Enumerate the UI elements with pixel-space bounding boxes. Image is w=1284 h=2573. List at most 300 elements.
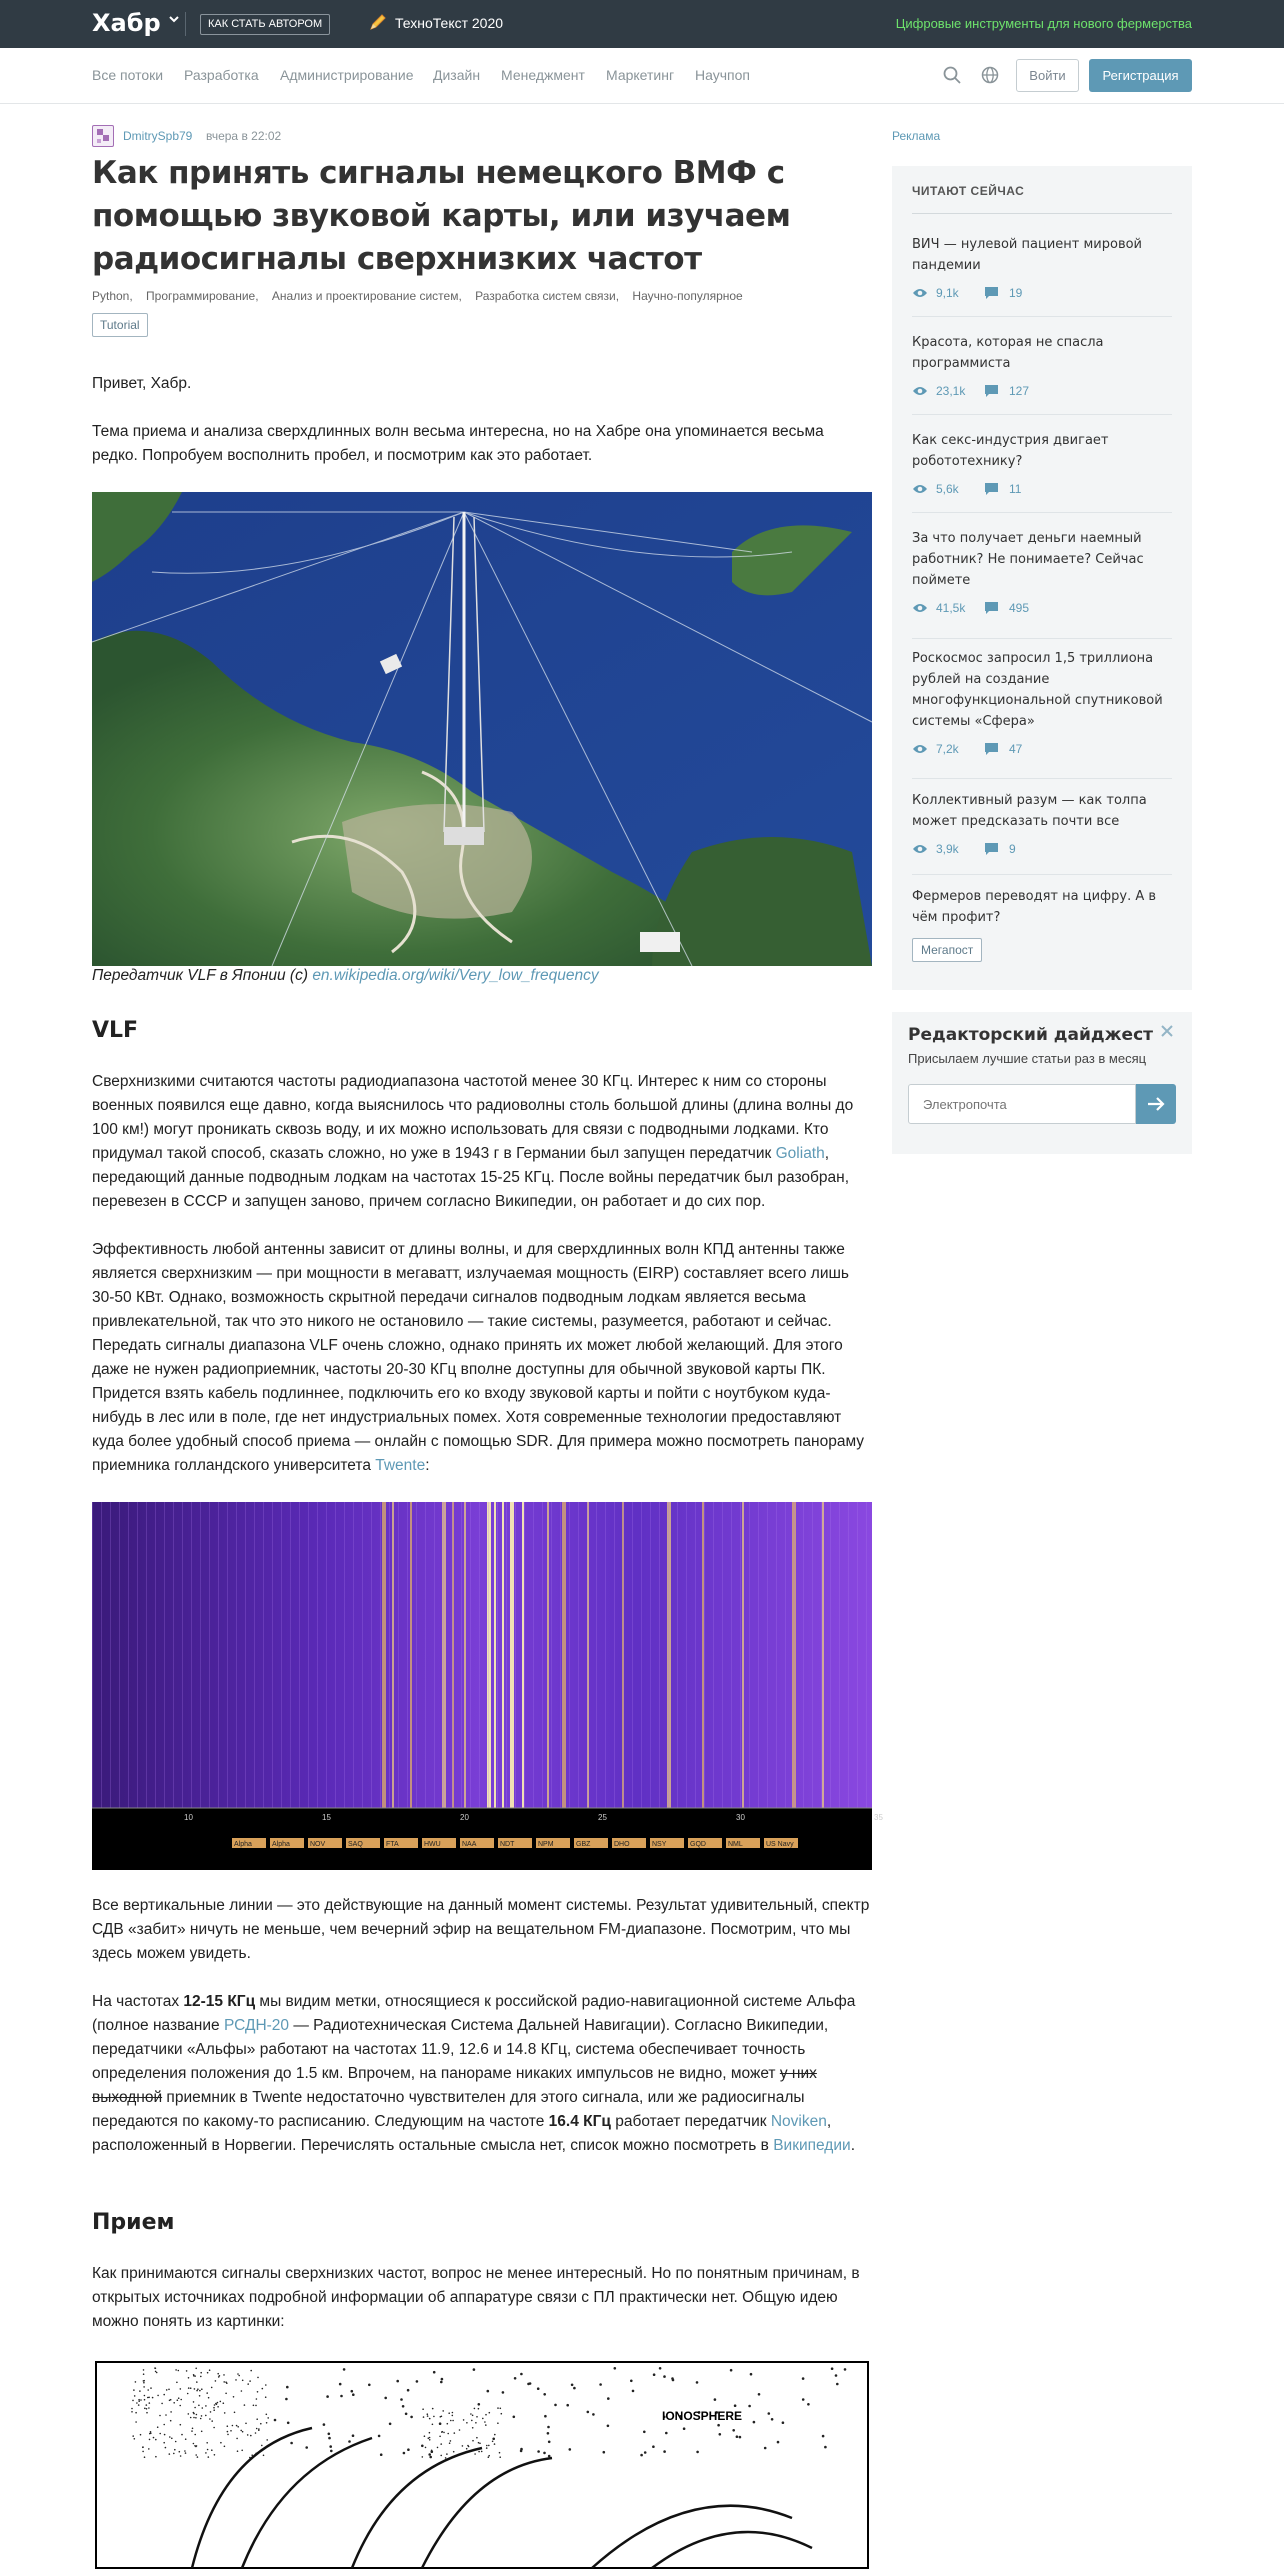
ionosphere-dot: [445, 2457, 447, 2459]
ionosphere-dot: [573, 2387, 576, 2390]
ionosphere-dot: [450, 2440, 452, 2442]
ionosphere-dot: [452, 2420, 454, 2422]
eye-icon: [912, 743, 928, 755]
ionosphere-dot: [548, 2441, 551, 2444]
ionosphere-dot: [217, 2402, 219, 2404]
signal-line: [494, 1502, 496, 1808]
views-count: 7,2k: [936, 742, 959, 756]
author-link[interactable]: DmitrySpb79: [123, 129, 193, 143]
ionosphere-dot: [173, 2402, 175, 2404]
reading-item-title[interactable]: ВИЧ — нулевой пациент мировой пандемии: [912, 237, 1143, 273]
noise-line: [713, 1502, 714, 1808]
ionosphere-dot: [450, 2420, 452, 2422]
ionosphere-dot: [235, 2379, 237, 2381]
ionosphere-dot: [157, 2426, 159, 2428]
noise-line: [479, 1502, 480, 1808]
ionosphere-dot: [478, 2451, 480, 2453]
reading-item[interactable]: [912, 528, 1172, 616]
noise-line: [389, 1502, 390, 1808]
ionosphere-dot: [195, 2417, 197, 2419]
noise-line: [209, 1502, 210, 1808]
ionosphere-dot: [486, 2445, 488, 2447]
ionosphere-dot: [146, 2408, 148, 2410]
ionosphere-dot: [328, 2437, 331, 2440]
ionosphere-dot: [135, 2412, 137, 2414]
email-field[interactable]: [908, 1084, 1136, 1124]
signal-line: [382, 1502, 386, 1808]
ionosphere-dot: [440, 2381, 443, 2384]
ionosphere-dot: [168, 2389, 170, 2391]
ionosphere-dot: [431, 2450, 434, 2453]
reading-item-title[interactable]: Коллективный разум — как толпа может предсказать почти все: [912, 793, 1147, 829]
noise-line: [146, 1502, 147, 1808]
reading-now-widget: [892, 166, 1192, 990]
ionosphere-dot: [136, 2402, 138, 2404]
rsdn-link[interactable]: РСДН-20: [223, 2017, 290, 2034]
text-span: Эффективность любой антенны зависит от длины волны, и для сверхдлинных волн КПД антенны также является сверхнизким — при мощности в мегаватт, излучаемая мощность (EIRP) составляет всего лишь 30-50 КВт. Однако, возможность скрытной передачи сигналов подводным лодкам является весьма привлекательной, так что это никого не остановило — такие системы, разумеется, работают и сейчас. Передать сигналы диапазона VLF очень сложно, однако принять их может любой желающий. Для этого даже не нужен радиоприемник, частоты 20-30 КГц вполне доступны для обычной звуковой карты ПК. Придется взять кабель подлиннее, подключить его ко входу звуковой карты и пойти с ноутбуком куда-нибудь в лес или в поле, где нет индустриальных помех. Хотя современные технологии предоставляют куда более удобный способ приема — онлайн с помощью SDR. Для примера можно посмотреть панораму приемника голландского университета: [92, 1241, 865, 1474]
svg-text:US Navy: US Navy: [766, 1841, 794, 1848]
noise-line: [173, 1502, 174, 1808]
ionosphere-dot: [835, 2374, 838, 2377]
views-count: 9,1k: [936, 286, 959, 300]
noise-line: [272, 1502, 273, 1808]
noise-line: [497, 1502, 498, 1808]
ionosphere-dot: [499, 2452, 501, 2454]
svg-text:GQD: GQD: [690, 1841, 706, 1848]
ionosphere-dot: [148, 2407, 150, 2409]
strike-text: у них выходной: [92, 2065, 817, 2106]
nav-marketing[interactable]: Маркетинг: [606, 67, 675, 83]
comment-icon: [985, 743, 998, 755]
signal-line: [702, 1502, 704, 1808]
ionosphere-dot: [147, 2389, 149, 2391]
reading-item-title[interactable]: Как секс-индустрия двигает робототехнику?: [912, 433, 1109, 469]
image-caption: [92, 967, 599, 985]
ionosphere-dot: [249, 2380, 251, 2382]
become-author-button[interactable]: КАК СТАТЬ АВТОРОМ: [200, 14, 330, 35]
ionosphere-dot: [194, 2388, 196, 2390]
ionosphere-dot: [603, 2451, 606, 2454]
megapost-badge[interactable]: Мегапост: [912, 938, 982, 962]
reading-item[interactable]: [912, 886, 1172, 928]
ionosphere-dot: [139, 2390, 141, 2392]
noise-line: [542, 1502, 543, 1808]
ionosphere-dot: [138, 2404, 140, 2406]
reading-item-stats: [912, 285, 1172, 301]
noise-line: [839, 1502, 840, 1808]
ionosphere-dot: [199, 2395, 201, 2397]
ionosphere-dot: [159, 2433, 161, 2435]
ionosphere-dot: [547, 2426, 550, 2429]
ionosphere-dot: [329, 2445, 332, 2448]
ionosphere-dot: [441, 2431, 443, 2433]
ionosphere-dot: [734, 2404, 737, 2407]
caption-text: Передатчик VLF в Японии (с): [92, 967, 313, 984]
noise-line: [488, 1502, 489, 1808]
ionosphere-dot: [144, 2399, 146, 2401]
ionosphere-dot: [131, 2411, 133, 2413]
noise-line: [443, 1502, 444, 1808]
ionosphere-dot: [159, 2415, 161, 2417]
ionosphere-dot: [476, 2416, 478, 2418]
ionosphere-dot: [144, 2408, 146, 2410]
avatar[interactable]: [92, 125, 114, 147]
ionosphere-dot: [473, 2368, 476, 2371]
noise-line: [830, 1502, 831, 1808]
ionosphere-dot: [607, 2425, 610, 2428]
ionosphere-dot: [242, 2431, 244, 2433]
noise-line: [659, 1502, 660, 1808]
nav-design[interactable]: Дизайн: [433, 67, 481, 83]
ionosphere-dot: [476, 2437, 478, 2439]
ionosphere-dot: [632, 2390, 635, 2393]
ionosphere-dot: [131, 2408, 133, 2410]
noise-line: [407, 1502, 408, 1808]
noise-line: [308, 1502, 309, 1808]
ionosphere-dot: [256, 2428, 258, 2430]
wikipedia-link[interactable]: Википедии: [773, 2137, 851, 2154]
ionosphere-dot: [499, 2456, 501, 2458]
ionosphere-dot: [454, 2432, 456, 2434]
noise-line: [461, 1502, 462, 1808]
text-span: — Радиотехническая Система Дальней Навигации). Согласно Википедии, передатчики «Альфы» работают на частотах 11.9, 12.6 и 14.8 КГц, система обеспечивает точность определения положения до 1.5 км. Впрочем, на панораме никаких импульсов не видно, может: [92, 2017, 829, 2082]
noise-line: [758, 1502, 759, 1808]
ionosphere-dot: [489, 2412, 491, 2414]
noise-line: [425, 1502, 426, 1808]
reading-now-title: ЧИТАЮТ СЕЙЧАС: [912, 184, 1025, 198]
svg-text:NOV: NOV: [310, 1841, 326, 1848]
divider: [912, 778, 1172, 779]
goliath-link[interactable]: Goliath: [775, 1145, 825, 1162]
ionosphere-dot: [343, 2368, 346, 2371]
ionosphere-dot: [263, 2455, 265, 2457]
ionosphere-dot: [178, 2370, 180, 2372]
ionosphere-dot: [180, 2399, 182, 2401]
ionosphere-dot: [488, 2456, 490, 2458]
ionosphere-dot: [255, 2432, 257, 2434]
nav-administration[interactable]: Администрирование: [280, 67, 414, 83]
ionosphere-dot: [487, 2390, 490, 2393]
ionosphere-dot: [165, 2414, 167, 2416]
ionosphere-dot: [472, 2415, 474, 2417]
ionosphere-dot: [544, 2415, 547, 2418]
reading-item-stats: [912, 841, 1172, 857]
ionosphere-dot: [199, 2390, 201, 2392]
ionosphere-dot: [149, 2402, 151, 2404]
ionosphere-dot: [132, 2400, 134, 2402]
ionosphere-dot: [226, 2382, 228, 2384]
ionosphere-dot: [428, 2437, 430, 2439]
ionosphere-dot: [224, 2412, 226, 2414]
ionosphere-dot: [195, 2454, 197, 2456]
ionosphere-dot: [140, 2434, 142, 2436]
ionosphere-dot: [194, 2445, 196, 2447]
ionosphere-dot: [433, 2371, 436, 2374]
ionosphere-dot: [290, 2442, 293, 2445]
ionosphere-dot: [133, 2389, 135, 2391]
ionosphere-dot: [244, 2404, 246, 2406]
ionosphere-dot: [520, 2450, 523, 2453]
reading-item[interactable]: [912, 430, 1172, 497]
ionosphere-dot: [161, 2403, 163, 2405]
ionosphere-dot: [488, 2445, 490, 2447]
hub-link[interactable]: Научно-популярное: [632, 289, 743, 303]
noise-line: [560, 1502, 561, 1808]
reading-item-title[interactable]: Красота, которая не спасла программиста: [912, 335, 1104, 371]
promo-link[interactable]: Цифровые инструменты для нового фермерства: [895, 16, 1192, 31]
axis-tick-label: 35: [874, 1813, 883, 1822]
divider: [912, 414, 1172, 415]
ionosphere-dot: [143, 2369, 145, 2371]
ionosphere-dot: [425, 2447, 427, 2449]
ionosphere-dot: [824, 2446, 827, 2449]
views-count: 23,1k: [936, 384, 966, 398]
ionosphere-dot: [714, 2398, 717, 2401]
divider: [185, 12, 186, 36]
svg-text:NAA: NAA: [462, 1841, 477, 1848]
noise-line: [227, 1502, 228, 1808]
ionosphere-dot: [205, 2452, 207, 2454]
ionosphere-dot: [177, 2399, 179, 2401]
ionosphere-dot: [196, 2445, 198, 2447]
ionosphere-dot: [227, 2431, 229, 2433]
comment-icon: [985, 287, 998, 299]
ionosphere-dot: [185, 2452, 187, 2454]
ionosphere-dot: [208, 2397, 210, 2399]
ionosphere-dot: [424, 2435, 426, 2437]
ionosphere-dot: [494, 2443, 496, 2445]
noise-line: [155, 1502, 156, 1808]
signal-line: [502, 1502, 504, 1808]
reading-item-title[interactable]: Фермеров переводят на цифру. А в чём профит?: [912, 889, 1157, 925]
ionosphere-dot: [472, 2440, 474, 2442]
ionosphere-dot: [174, 2449, 176, 2451]
ionosphere-dot: [802, 2377, 805, 2380]
register-button[interactable]: Регистрация: [1089, 59, 1192, 92]
ionosphere-dot: [194, 2407, 196, 2409]
caption-link[interactable]: en.wikipedia.org/wiki/Very_low_frequency: [312, 967, 599, 984]
technotext-link[interactable]: ТехноТекст 2020: [395, 15, 504, 31]
nav-all-flows[interactable]: Все потоки: [92, 67, 164, 83]
ionosphere-dot: [261, 2445, 263, 2447]
ionosphere-dot: [217, 2406, 219, 2408]
reading-item[interactable]: [912, 234, 1172, 301]
nav-development[interactable]: Разработка: [184, 67, 259, 83]
ionosphere-dot: [802, 2398, 805, 2401]
ionosphere-dot: [405, 2413, 408, 2416]
ionosphere-dot: [416, 2380, 419, 2383]
text-span: мы видим метки, относящиеся к российской радио-навигационной системе Альфа (полное название: [92, 1993, 856, 2034]
ionosphere-dot: [403, 2452, 406, 2455]
reading-item-title[interactable]: Роскосмос запросил 1,5 триллиона рублей на создание многофункциональной спутниковой системы «Сфера»: [912, 651, 1163, 729]
station-label: [232, 1838, 266, 1848]
svg-text:NSY: NSY: [652, 1841, 667, 1848]
ionosphere-dot: [186, 2370, 188, 2372]
tutorial-badge[interactable]: Tutorial: [92, 313, 148, 337]
ionosphere-dot: [247, 2434, 249, 2436]
comments-count: 47: [1009, 742, 1023, 756]
noise-line: [650, 1502, 651, 1808]
hubs-list: [92, 289, 753, 303]
ionosphere-dot: [488, 2455, 490, 2457]
noise-line: [380, 1502, 381, 1808]
ionosphere-dot: [285, 2398, 288, 2401]
ionosphere-dot: [305, 2446, 308, 2449]
ionosphere-dot: [265, 2396, 267, 2398]
hub-link[interactable]: Программирование,: [146, 289, 259, 303]
ionosphere-dot: [132, 2435, 134, 2437]
svg-text:Alpha: Alpha: [272, 1841, 290, 1848]
ionosphere-dot: [400, 2398, 403, 2401]
station-label: [688, 1838, 722, 1848]
ionosphere-dot: [422, 2408, 424, 2410]
ionosphere-dot: [492, 2438, 495, 2441]
ionosphere-dot: [230, 2430, 232, 2432]
bold-text: 16.4 КГц: [548, 2113, 611, 2130]
ionosphere-dot: [807, 2403, 810, 2406]
ionosphere-dot: [378, 2435, 381, 2438]
ionosphere-dot: [238, 2375, 240, 2377]
ionosphere-dot: [201, 2431, 203, 2433]
ionosphere-dot: [326, 2395, 329, 2398]
ionosphere-dot: [485, 2414, 487, 2416]
globe-icon[interactable]: [980, 65, 1000, 85]
ionosphere-dot: [571, 2384, 574, 2387]
ionosphere-dot: [323, 2423, 326, 2426]
ionosphere-dot: [175, 2441, 177, 2443]
reading-item[interactable]: [912, 648, 1172, 757]
ionosphere-dot: [467, 2445, 469, 2447]
nav-management[interactable]: Менеджмент: [501, 67, 585, 83]
ionosphere-dot: [696, 2451, 699, 2454]
ionosphere-dot: [135, 2381, 137, 2383]
subscribe-button[interactable]: [1136, 1084, 1176, 1124]
ionosphere-dot: [245, 2423, 247, 2425]
ionosphere-dot: [422, 2456, 424, 2458]
chevron-down-icon[interactable]: [168, 12, 180, 28]
ionosphere-dot: [441, 2378, 444, 2381]
noise-line: [182, 1502, 183, 1808]
noise-line: [686, 1502, 687, 1808]
station-label: [422, 1838, 456, 1848]
ionosphere-dot: [494, 2434, 496, 2436]
ionosphere-dot: [554, 2404, 557, 2407]
noise-line: [245, 1502, 246, 1808]
twente-link[interactable]: Twente: [375, 1457, 426, 1474]
hub-link[interactable]: Python,: [92, 289, 133, 303]
views-count: 41,5k: [936, 601, 966, 615]
noise-line: [110, 1502, 111, 1808]
ionosphere-dot: [441, 2416, 443, 2418]
ionosphere-dot: [485, 2424, 487, 2426]
noise-line: [335, 1502, 336, 1808]
ionosphere-dot: [266, 2414, 268, 2416]
ionosphere-dot: [407, 2389, 410, 2392]
eye-icon: [912, 602, 928, 614]
post-title: Как принять сигналы немецкого ВМФ с помощью звуковой карты, или изучаем радиосигналы сверхнизких частот: [92, 155, 791, 277]
ionosphere-dot: [427, 2413, 429, 2415]
ionosphere-dot: [143, 2380, 145, 2382]
close-icon[interactable]: [1160, 1022, 1174, 1043]
ionosphere-dot: [440, 2443, 442, 2445]
habr-logo[interactable]: Хабр: [92, 9, 161, 37]
station-label: [536, 1838, 570, 1848]
noise-line: [731, 1502, 732, 1808]
ionosphere-dot: [466, 2422, 468, 2424]
noise-line: [290, 1502, 291, 1808]
ionosphere-dot: [497, 2407, 499, 2409]
noise-line: [596, 1502, 597, 1808]
noise-line: [695, 1502, 696, 1808]
ionosphere-dot: [543, 2393, 546, 2396]
ionosphere-dot: [429, 2439, 431, 2441]
ionosphere-dot: [459, 2429, 461, 2431]
station-label: [574, 1838, 608, 1848]
ionosphere-dot: [437, 2447, 439, 2449]
signal-line: [392, 1502, 394, 1808]
ionosphere-dot: [241, 2450, 243, 2452]
reading-item-title[interactable]: За что получает деньги наемный работник? Не понимаете? Сейчас поймете: [912, 531, 1144, 588]
ionosphere-dot: [643, 2431, 646, 2434]
ionosphere-dot: [140, 2399, 142, 2401]
ionosphere-dot: [134, 2438, 136, 2440]
ionosphere-dot: [380, 2453, 383, 2456]
ionosphere-dot: [470, 2413, 472, 2415]
station-label: [612, 1838, 646, 1848]
ionosphere-dot: [663, 2375, 666, 2378]
nav-popsci[interactable]: Научпоп: [695, 67, 750, 83]
noise-line: [218, 1502, 219, 1808]
comments-count: 19: [1009, 286, 1023, 300]
noise-line: [569, 1502, 570, 1808]
hub-link[interactable]: Разработка систем связи,: [475, 289, 620, 303]
text-span: , передающий данные подводным лодкам на частотах 15-25 КГц. После войны передатчик был разобран, перевезен в СССР и запущен заново, причем согласно Википедии, он работает и до сих пор.: [92, 1145, 850, 1210]
ionosphere-dot: [659, 2367, 662, 2370]
comments-count: 9: [1009, 842, 1016, 856]
divider: [912, 512, 1172, 513]
hub-link[interactable]: Анализ и проектирование систем,: [271, 289, 462, 303]
noise-line: [776, 1502, 777, 1808]
noise-line: [362, 1502, 363, 1808]
ionosphere-dot: [195, 2368, 197, 2370]
ionosphere-dot: [147, 2397, 149, 2399]
ionosphere-dot: [592, 2413, 595, 2416]
reading-item[interactable]: [912, 332, 1172, 399]
ionosphere-dot: [180, 2388, 182, 2390]
ionosphere-dot: [240, 2430, 242, 2432]
ionosphere-dot: [396, 2380, 399, 2383]
noviken-link[interactable]: Noviken: [770, 2113, 827, 2130]
ionosphere-dot: [171, 2438, 173, 2440]
ionosphere-dot: [214, 2404, 216, 2406]
ionosphere-dot: [179, 2451, 181, 2453]
signal-line: [410, 1502, 412, 1808]
search-icon[interactable]: [942, 65, 962, 85]
ionosphere-dot: [831, 2367, 834, 2370]
ionosphere-dot: [447, 2433, 449, 2435]
ionosphere-dot: [206, 2442, 208, 2444]
reading-item[interactable]: [912, 790, 1172, 857]
login-button[interactable]: Войти: [1016, 59, 1079, 92]
divider: [912, 213, 1172, 214]
ionosphere-dot: [227, 2425, 229, 2427]
ionosphere-dot: [352, 2393, 355, 2396]
noise-line: [767, 1502, 768, 1808]
noise-line: [506, 1502, 507, 1808]
ionosphere-dot: [211, 2449, 213, 2451]
ionosphere-dot: [429, 2456, 432, 2459]
ionosphere-dot: [143, 2386, 145, 2388]
